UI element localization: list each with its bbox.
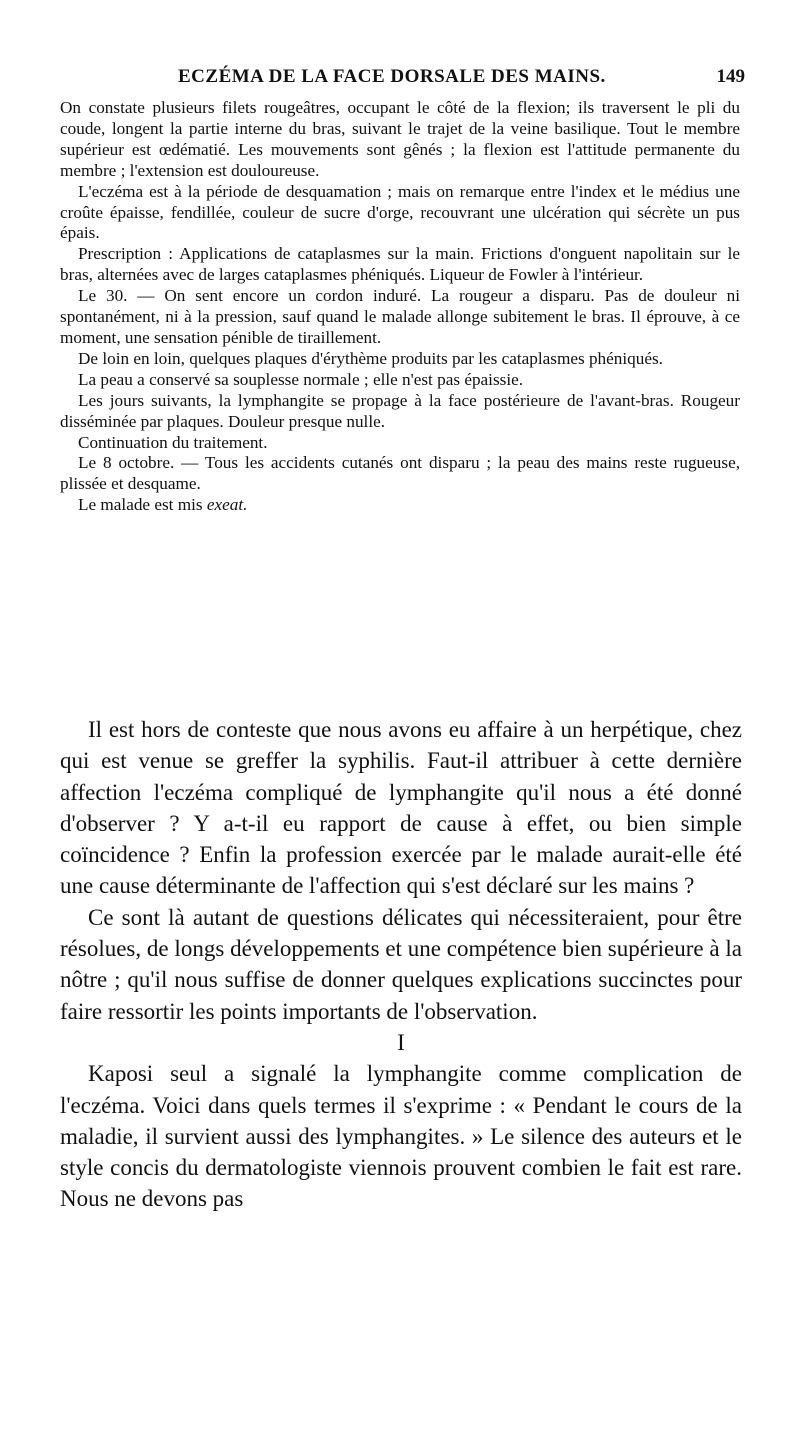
observation-paragraph: Les jours suivants, la lymphangite se propage à la face postérieure de l'avant-bras. Rougeur disséminée par plaques. Douleur presque nulle. — [60, 390, 740, 431]
discussion-paragraph: Il est hors de conteste que nous avons eu affaire à un herpétique, chez qui est venue se greffer la syphilis. Faut-il attribuer à cette dernière affection l'eczéma compliqué de lymphangite qu'il nous a été donné d'observer ? Y a-t-il eu rapport de cause à effet, ou bien simple coïncidence ? Enfin la profession exercée par le malade aurait-elle été une cause déterminante de l'affection qui s'est déclaré sur les mains ? — [60, 717, 742, 899]
observation-paragraph: La peau a conservé sa souplesse normale ; elle n'est pas épaissie. — [78, 369, 524, 389]
observation-paragraph: Le 30. — On sent encore un cordon induré. La rougeur a disparu. Pas de douleur ni spontanément, ni à la pression, sauf quand le malade allonge subitement le bras. Il éprouve, à ce moment, une sensation pénible de tiraillement. — [60, 286, 740, 347]
observation-last-text: Le malade est mis — [78, 495, 207, 515]
observation-paragraph: Continuation du traitement. — [78, 432, 268, 452]
section-paragraph: Kaposi seul a signalé la lymphangite comme complication de l'eczéma. Voici dans quels termes il s'exprime : « Pendant le cours de la maladie, il survient aussi des lymphangites. » Le silence des auteurs et le style concis du dermatologiste viennois prouvent combien le fait est rare. Nous ne devons pas — [60, 1061, 742, 1212]
observation-paragraph: Prescription : Applications de cataplasmes sur la main. Frictions d'onguent napolitain sur le bras, alternées avec de larges cataplasmes phéniqués. Liqueur de Fowler à l'intérieur. — [60, 244, 740, 285]
observation-paragraph: De loin en loin, quelques plaques d'érythème produits par les cataplasmes phéniqués. — [78, 348, 663, 368]
page-number: 149 — [716, 66, 745, 87]
running-title: ECZÉMA DE LA FACE DORSALE DES MAINS. — [178, 66, 606, 87]
running-head — [60, 66, 745, 92]
observation-paragraph: Le 8 octobre. — Tous les accidents cutanés ont disparu ; la peau des mains reste rugueuse, plissée et desquame. — [60, 453, 740, 494]
observation-paragraph: L'eczéma est à la période de desquamation ; mais on remarque entre l'index et le médius une croûte épaisse, fendillée, couleur de sucre d'orge, recouvrant une ulcération qui sécrète un pus épais. — [60, 181, 740, 243]
observation-paragraph-last — [60, 495, 740, 516]
section-numeral: I — [397, 1029, 405, 1055]
observation-paragraph: On constate plusieurs filets rougeâtres, occupant le côté de la flexion; ils traversent le pli du coude, longent la partie interne du bras, suivant le trajet de la veine basilique. Tout le membre supérieur est œdématié. Les mouvements sont gênés ; la flexion est l'attitude permanente du membre ; l'extension est douloureuse. — [60, 98, 740, 180]
observation-text — [60, 98, 740, 516]
discussion-paragraph: Ce sont là autant de questions délicates qui nécessiteraient, pour être résolues, de longs développements et une compétence bien supérieure à la nôtre ; qu'il nous suffise de donner quelques explications succinctes pour faire ressortir les points importants de l'observation. — [60, 904, 742, 1024]
observation-last-italic: exeat. — [206, 495, 248, 515]
discussion-text — [60, 714, 742, 1215]
